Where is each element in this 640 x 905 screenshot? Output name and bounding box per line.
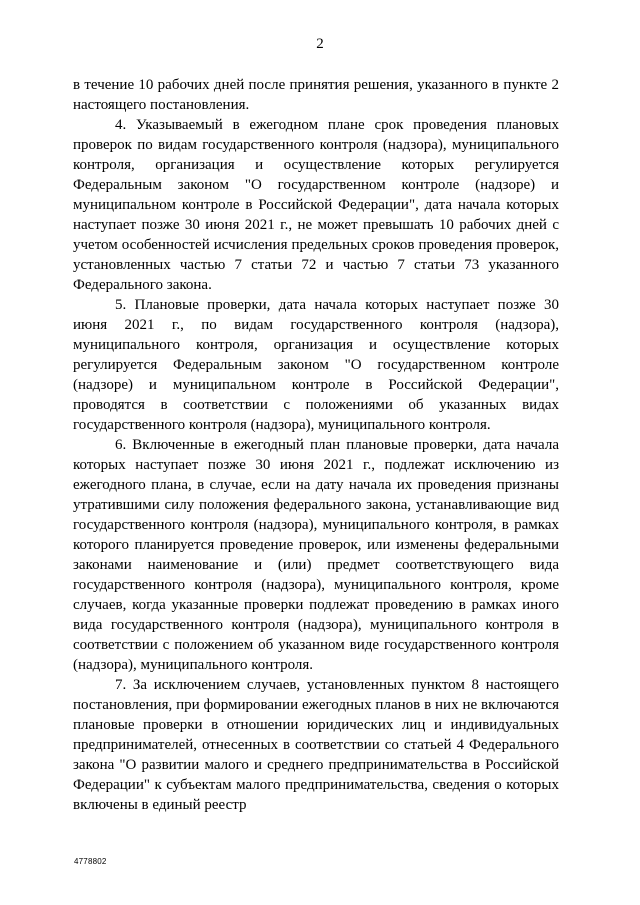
- document-code: 4778802: [74, 857, 107, 866]
- paragraph-item-6: 6. Включенные в ежегодный план плановые проверки, дата начала которых наступает позже 30 июня 2021 г., подлежат исключению из ежегодного плана, в случае, если на дату начала их проведения признаны утратившими силу положения федерального закона, устанавливающие вид государственного контроля (надзора), муниципального контроля, в рамках которого планируется проведение проверок, или изменены федеральными законами наименование и (или) предмет соответствующего вида государственного контроля (надзора), муниципального контроля, кроме случаев, когда указанные проверки подлежат проведению в рамках иного вида государственного контроля (надзора), муниципального контроля в соответствии с положением об указанном виде государственного контроля (надзора), муниципального контроля.: [73, 437, 559, 673]
- page-number: 2: [316, 36, 324, 52]
- paragraph-item-7: 7. За исключением случаев, установленных пунктом 8 настоящего постановления, при формировании ежегодных планов в них не включаются плановые проверки в отношении юридических лиц и индивидуальных предпринимателей, отнесенных в соответствии со статьей 4 Федерального закона "О развитии малого и среднего предпринимательства в Российской Федерации" к субъектам малого предпринимательства, сведения о которых включены в единый реестр: [73, 677, 559, 813]
- document-body: [73, 75, 559, 815]
- paragraph-item-5: 5. Плановые проверки, дата начала которых наступает позже 30 июня 2021 г., по видам государственного контроля (надзора), муниципального контроля, организация и осуществление которых регулируется Федеральным законом "О государственном контроле (надзоре) и муниципальном контроле в Российской Федерации", проводятся в соответствии с положениями об указанных видах государственного контроля (надзора), муниципального контроля.: [73, 297, 559, 433]
- paragraph-item-4: 4. Указываемый в ежегодном плане срок проведения плановых проверок по видам государственного контроля (надзора), муниципального контроля, организация и осуществление которых регулируется Федеральным законом "О государственном контроле (надзоре) и муниципальном контроле в Российской Федерации", дата начала которых наступает позже 30 июня 2021 г., не может превышать 10 рабочих дней с учетом особенностей исчисления предельных сроков проведения проверок, установленных частью 7 статьи 72 и частью 7 статьи 73 указанного Федерального закона.: [73, 117, 559, 293]
- paragraph-continuation: в течение 10 рабочих дней после принятия решения, указанного в пункте 2 настоящего постановления.: [73, 77, 559, 113]
